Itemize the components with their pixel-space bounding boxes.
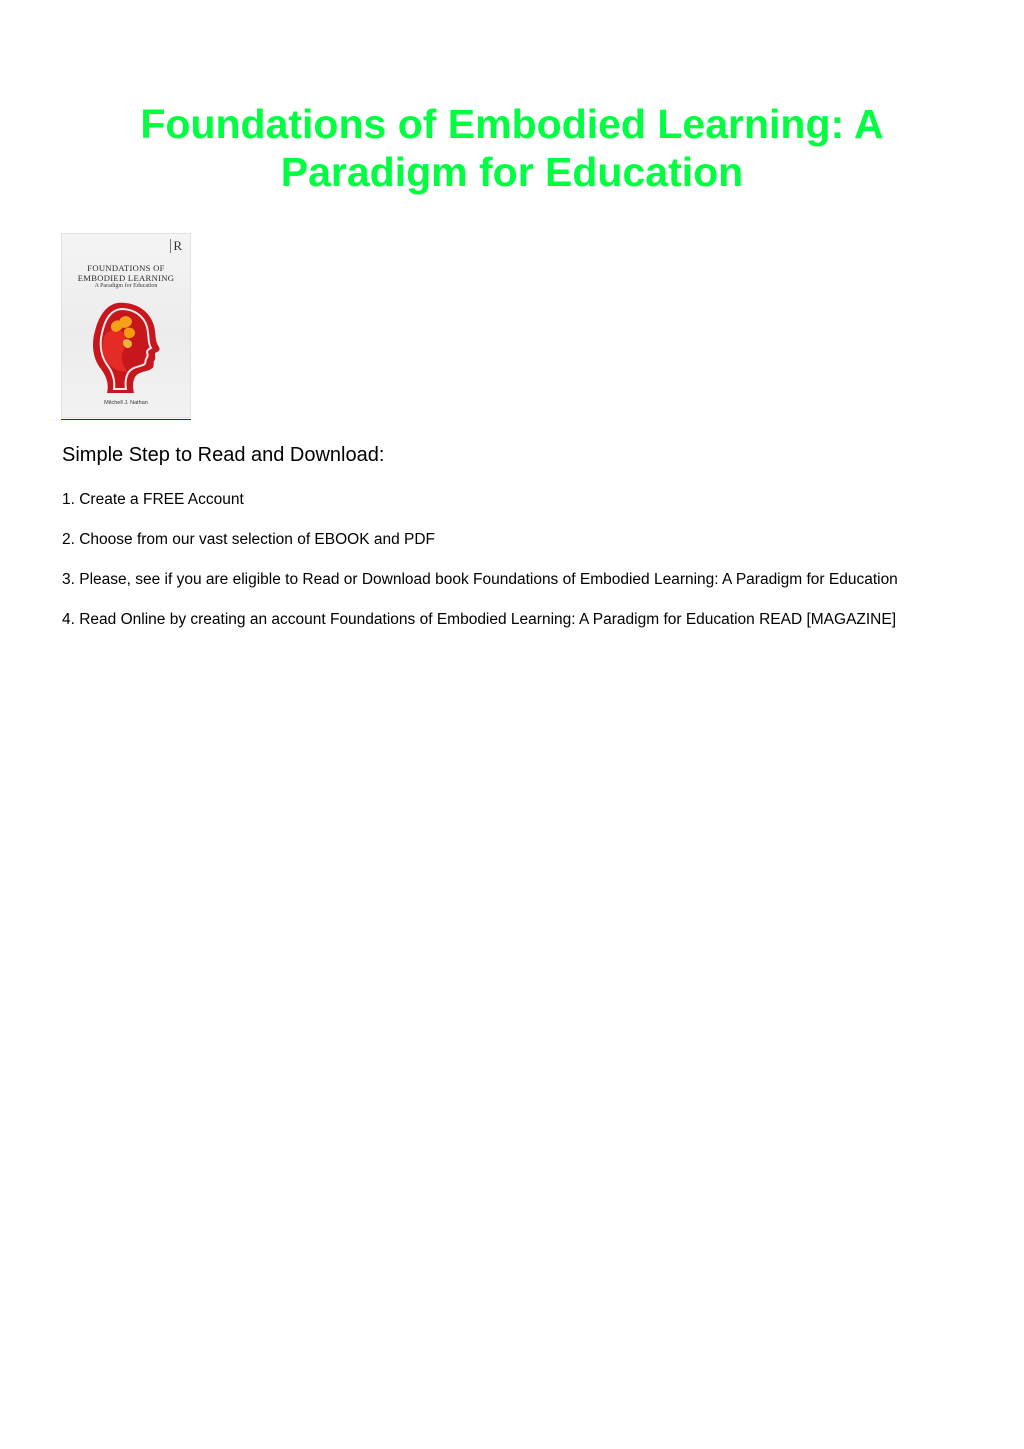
book-cover-image [61, 233, 191, 418]
step-create-account: 1. Create a FREE Account [62, 491, 244, 508]
step-read-online: 4. Read Online by creating an account Foundations of Embodied Learning: A Paradigm for Education READ [MAGAZINE] [62, 611, 897, 628]
page-title: Foundations of Embodied Learning: A Paradigm for Education [140, 101, 884, 195]
cover-title: FOUNDATIONS OF EMBODIED LEARNING [77, 263, 175, 283]
step-check-eligibility: 3. Please, see if you are eligible to Read or Download book Foundations of Embodied Learning: A Paradigm for Education [62, 571, 898, 588]
book-cover-link[interactable] [61, 233, 191, 420]
cover-author: Mitchell J. Nathan [104, 400, 148, 406]
steps-list [62, 490, 912, 650]
section-heading: Simple Step to Read and Download: [62, 444, 385, 466]
publisher-logo: R [170, 239, 182, 253]
head-hand-illustration [87, 301, 165, 393]
cover-subtitle: A Paradigm for Education [94, 283, 158, 289]
step-choose-selection: 2. Choose from our vast selection of EBOOK and PDF [62, 531, 436, 548]
